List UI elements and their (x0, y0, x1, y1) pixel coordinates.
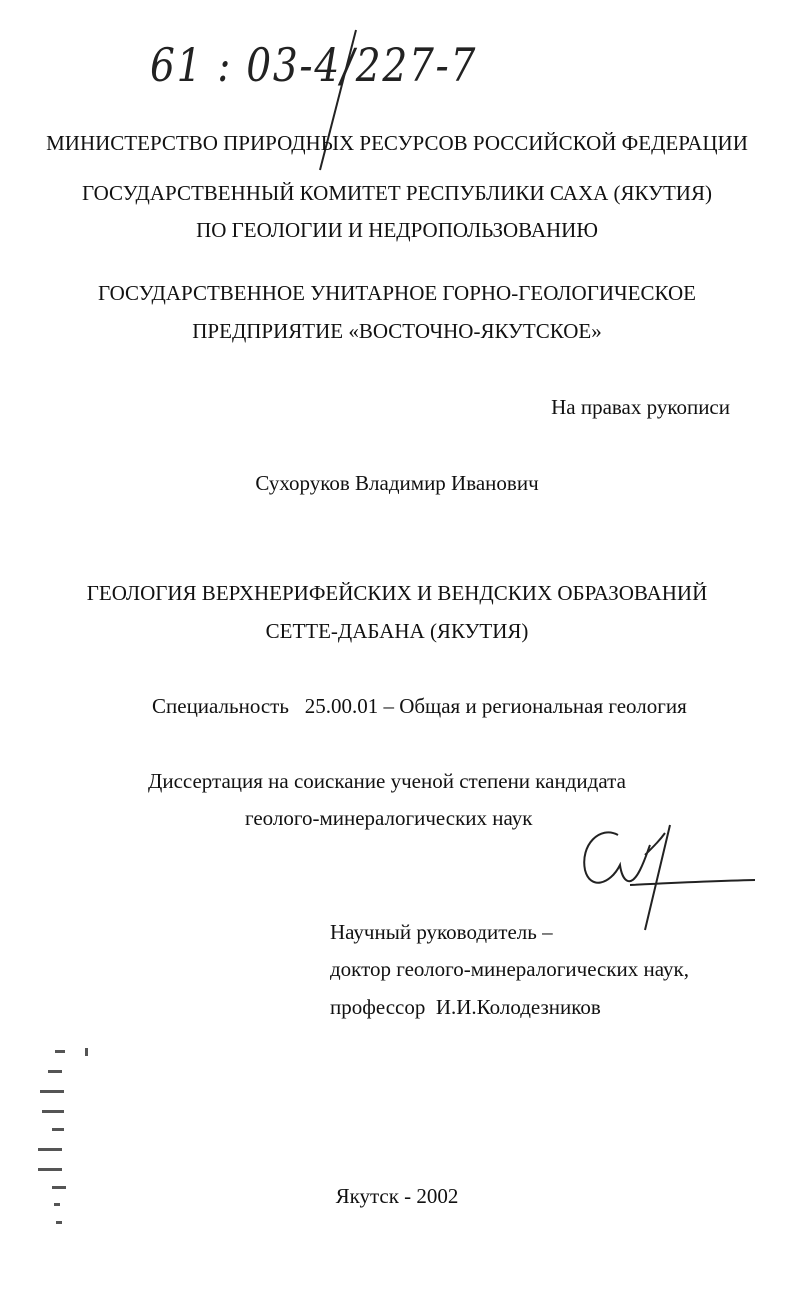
scan-margin-artifacts (0, 1030, 120, 1230)
title-line1: ГЕОЛОГИЯ ВЕРХНЕРИФЕЙСКИХ И ВЕНДСКИХ ОБРАЗОВАНИЙ (86, 581, 708, 605)
title-line2: СЕТТЕ-ДАБАНА (ЯКУТИЯ) (265, 619, 529, 643)
enterprise-heading-line2: ПРЕДПРИЯТИЕ «ВОСТОЧНО-ЯКУТСКОЕ» (192, 319, 602, 343)
supervisor-name: профессор И.И.Колодезников (330, 995, 601, 1019)
handwritten-catalog-code: 61 : 03-4/227-7 (150, 38, 478, 92)
author-name: Сухоруков Владимир Иванович (255, 471, 539, 495)
committee-heading-line2: ПО ГЕОЛОГИИ И НЕДРОПОЛЬЗОВАНИЮ (196, 218, 598, 242)
dissertation-line2: геолого-минералогических наук (245, 806, 533, 830)
manuscript-note: На правах рукописи (551, 395, 730, 419)
dissertation-line1: Диссертация на соискание ученой степени кандидата (148, 769, 626, 793)
ministry-heading: МИНИСТЕРСТВО ПРИРОДНЫХ РЕСУРСОВ РОССИЙСКОЙ ФЕДЕРАЦИИ (46, 131, 748, 155)
city-year: Якутск - 2002 (335, 1184, 459, 1208)
signature (560, 815, 760, 935)
specialty: Специальность 25.00.01 – Общая и региональная геология (152, 694, 687, 718)
committee-heading-line1: ГОСУДАРСТВЕННЫЙ КОМИТЕТ РЕСПУБЛИКИ САХА (ЯКУТИЯ) (82, 181, 712, 205)
supervisor-degree: доктор геолого-минералогических наук, (330, 957, 689, 981)
enterprise-heading-line1: ГОСУДАРСТВЕННОЕ УНИТАРНОЕ ГОРНО-ГЕОЛОГИЧЕСКОЕ (98, 281, 696, 305)
handwritten-slash-stroke (0, 0, 794, 200)
supervisor-label: Научный руководитель – (330, 920, 553, 944)
